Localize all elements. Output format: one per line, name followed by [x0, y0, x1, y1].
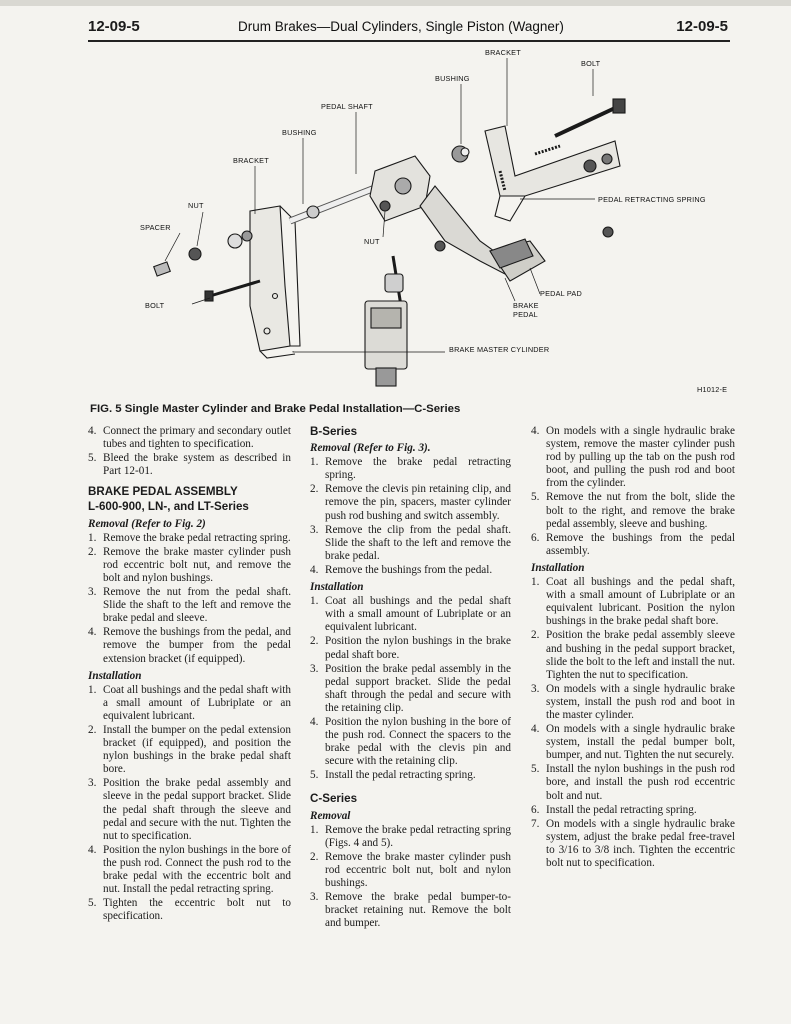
list-item [88, 452, 291, 478]
list-item [531, 818, 735, 870]
step-text: Remove the nut from the bolt, slide the bolt to the right, and remove the brake pedal assembly, sleeve and bushing. [546, 491, 735, 530]
label-bushing-top: BUSHING [435, 74, 470, 83]
step-text: Position the nylon bushings in the brake pedal shaft bore. [325, 635, 511, 661]
step-number: 4. [310, 563, 319, 576]
step-number: 4. [531, 723, 540, 736]
label-nut-mid: NUT [364, 237, 380, 246]
list-item [88, 777, 291, 842]
removal-steps-list [310, 456, 511, 577]
page-number-left: 12-09-5 [88, 18, 140, 35]
list-item [88, 844, 291, 896]
step-number: 4. [88, 626, 97, 639]
step-number: 3. [310, 523, 319, 536]
step-text: Connect the primary and secondary outlet tubes and tighten to specification. [103, 425, 291, 451]
removal-heading: Removal (Refer to Fig. 3). [310, 442, 431, 455]
list-item [310, 635, 511, 661]
installation-heading: Installation [310, 581, 364, 594]
list-item [88, 425, 291, 451]
list-item [310, 483, 511, 522]
label-bracket-left: BRACKET [233, 156, 269, 165]
removal-heading: Removal [310, 809, 351, 822]
step-number: 6. [531, 803, 540, 816]
list-item [310, 663, 511, 715]
step-text: Remove the brake pedal retracting spring. [325, 456, 511, 482]
step-text: Remove the brake pedal bumper-to-bracket retaining nut. Remove the bolt and bumper. [325, 891, 511, 930]
step-text: Coat all bushings and the pedal shaft with a small amount of Lubriplate or an equivalent lubricant. [103, 683, 291, 722]
list-item [310, 824, 511, 850]
step-text: Remove the brake pedal retracting spring. [103, 531, 291, 544]
list-item [88, 684, 291, 723]
continued-steps-list [88, 425, 291, 478]
list-item [531, 723, 735, 762]
step-text: Position the brake pedal assembly and sleeve in the pedal support bracket. Slide the pedal shaft through the sleeve and pedal and secure with the nut. Tighten the nut to specification. [103, 777, 291, 842]
figure-caption: FIG. 5 Single Master Cylinder and Brake Pedal Installation—C-Series [90, 403, 461, 415]
list-item [88, 626, 291, 665]
list-item [88, 897, 291, 923]
step-text: Position the brake pedal assembly in the pedal support bracket. Slide the pedal shaft through the pedal and secure with the retaining clip. [325, 662, 511, 714]
list-item [310, 891, 511, 930]
label-pedal-retracting-spring: PEDAL RETRACTING SPRING [598, 195, 706, 204]
step-number: 3. [531, 682, 540, 695]
installation-steps-list [531, 576, 735, 870]
installation-heading: Installation [531, 561, 585, 574]
list-item [310, 595, 511, 634]
list-item [88, 724, 291, 776]
removal-steps-list [531, 425, 735, 558]
list-item [531, 532, 735, 558]
step-number: 4. [88, 843, 97, 856]
subsection-heading: L-600-900, LN-, and LT-Series [88, 500, 249, 514]
label-bolt-left: BOLT [145, 301, 165, 310]
step-number: 3. [88, 777, 97, 790]
step-number: 5. [88, 897, 97, 910]
step-number: 7. [531, 817, 540, 830]
scan-edge [0, 0, 791, 6]
list-item [88, 546, 291, 585]
list-item [310, 524, 511, 563]
installation-heading: Installation [88, 669, 142, 682]
step-number: 1. [88, 531, 97, 544]
step-number: 3. [88, 586, 97, 599]
text-column-3 [531, 425, 735, 871]
label-bracket-top: BRACKET [485, 48, 521, 57]
step-number: 1. [88, 683, 97, 696]
step-text: Install the pedal retracting spring. [325, 769, 476, 782]
step-text: Remove the bushings from the pedal. [325, 563, 493, 576]
page-header [88, 18, 728, 42]
step-text: Coat all bushings and the pedal shaft, with a small amount of Lubriplate or an equivalent lubricant. Position the nylon bushings in the brake pedal shaft bore. [546, 576, 735, 628]
step-text: Remove the bushings from the pedal assembly. [546, 531, 735, 557]
list-item [310, 769, 511, 782]
step-text: Bleed the brake system as described in Part 12-01. [103, 452, 291, 478]
header-rule [88, 40, 730, 42]
step-text: Install the bumper on the pedal extension bracket (if equipped), and position the nylon bushings in the brake pedal shaft bore. [103, 723, 291, 776]
step-number: 2. [310, 635, 319, 648]
list-item [310, 851, 511, 890]
step-number: 4. [531, 425, 540, 437]
removal-heading: Removal (Refer to Fig. 2) [88, 517, 206, 530]
list-item [88, 532, 291, 545]
label-nut-left: NUT [188, 201, 204, 210]
step-number: 2. [88, 545, 97, 558]
step-number: 5. [531, 763, 540, 776]
label-pedal-pad: PEDAL PAD [540, 289, 582, 298]
step-text: Position the brake pedal assembly sleeve and bushing in the pedal support bracket, slide the bolt to the left and install the nut. Tighten the nut to specification. [546, 629, 735, 681]
list-item [310, 564, 511, 577]
step-text: On models with a single hydraulic brake system, remove the master cylinder push rod by pulling up the tab on the push rod boot, and pulling the push rod and boot from the cylinder. [546, 425, 735, 490]
step-text: Position the nylon bushing in the bore of the push rod. Connect the spacers to the brake pedal with the clevis pin and secure with the retaining clip. [325, 715, 511, 768]
step-text: Position the nylon bushings in the bore of the push rod. Connect the push rod to the brake pedal with the eccentric bolt and nut. Install the pedal retracting spring. [103, 843, 291, 896]
installation-steps-list [88, 684, 291, 924]
step-text: Remove the brake pedal retracting spring (Figs. 4 and 5). [325, 823, 511, 849]
text-column-1 [88, 425, 291, 924]
text-column-2 [310, 425, 511, 931]
list-item [310, 716, 511, 768]
step-text: On models with a single hydraulic brake system, install the push rod and boot in the master cylinder. [546, 682, 735, 721]
list-item [531, 629, 735, 681]
list-item [531, 804, 735, 817]
step-text: On models with a single hydraulic brake system, install the pedal bumper bolt, bumper, and nut. Tighten the nut securely. [546, 723, 735, 762]
step-text: Remove the bushings from the pedal, and remove the bumper from the pedal extension bracket (if equipped). [103, 626, 291, 665]
label-bolt-top: BOLT [581, 59, 601, 68]
step-text: Remove the clevis pin retaining clip, and remove the pin, spacers, master cylinder push rod bushing and switch assembly. [325, 483, 511, 522]
label-brake-pedal-2: PEDAL [513, 310, 538, 319]
step-text: On models with a single hydraulic brake system, adjust the brake pedal free-travel to 3/16 to 3/8 inch. Tighten the eccentric bolt nut to specification. [546, 817, 735, 869]
list-item [88, 586, 291, 625]
list-item [531, 425, 735, 490]
step-number: 4. [310, 715, 319, 728]
step-number: 2. [310, 483, 319, 496]
step-text: Install the nylon bushings in the push rod bore, and install the push rod eccentric bolt and nut. [546, 763, 735, 802]
step-text: Tighten the eccentric bolt nut to specification. [103, 897, 291, 923]
removal-steps-list [310, 824, 511, 931]
label-pedal-shaft: PEDAL SHAFT [321, 102, 373, 111]
step-text: Remove the brake master cylinder push rod eccentric bolt nut, bolt and nylon bushings. [325, 850, 511, 889]
step-text: Remove the clip from the pedal shaft. Slide the shaft to the left and remove the brake pedal. [325, 523, 511, 562]
step-number: 2. [88, 723, 97, 736]
step-number: 5. [531, 491, 540, 504]
step-text: Remove the nut from the pedal shaft. Slide the shaft to the left and remove the brake pedal and sleeve. [103, 586, 291, 625]
step-number: 5. [310, 769, 319, 782]
c-series-heading: C-Series [310, 792, 358, 806]
page-number-right: 12-09-5 [676, 18, 728, 35]
step-number: 2. [531, 629, 540, 642]
step-number: 3. [310, 891, 319, 904]
figure-5-illustration [85, 46, 735, 398]
step-number: 5. [88, 452, 97, 465]
list-item [531, 683, 735, 722]
list-item [310, 456, 511, 482]
removal-steps-list [88, 532, 291, 666]
step-number: 1. [310, 823, 319, 836]
label-bushing-left: BUSHING [282, 128, 317, 137]
step-number: 1. [310, 595, 319, 608]
installation-steps-list [310, 595, 511, 782]
brake-pedal-diagram [85, 46, 735, 398]
step-number: 2. [310, 850, 319, 863]
step-number: 3. [310, 662, 319, 675]
label-brake-pedal-1: BRAKE [513, 301, 539, 310]
step-text: Remove the brake master cylinder push rod eccentric bolt nut, and remove the bolt and nylon bushings. [103, 545, 291, 584]
b-series-heading: B-Series [310, 425, 358, 438]
list-item [531, 576, 735, 628]
list-item [531, 763, 735, 802]
step-number: 4. [88, 425, 97, 437]
running-title: Drum Brakes—Dual Cylinders, Single Piston (Wagner) [238, 19, 564, 34]
label-spacer: SPACER [140, 223, 171, 232]
label-brake-master-cylinder: BRAKE MASTER CYLINDER [449, 345, 550, 354]
step-number: 6. [531, 531, 540, 544]
step-text: Install the pedal retracting spring. [546, 803, 697, 816]
step-number: 1. [531, 576, 540, 589]
step-text: Coat all bushings and the pedal shaft with a small amount of Lubriplate or an equivalent lubricant. [325, 595, 511, 634]
step-number: 1. [310, 456, 319, 469]
figure-code: H1012-E [697, 385, 728, 394]
section-heading: BRAKE PEDAL ASSEMBLY [88, 485, 238, 499]
list-item [531, 491, 735, 530]
